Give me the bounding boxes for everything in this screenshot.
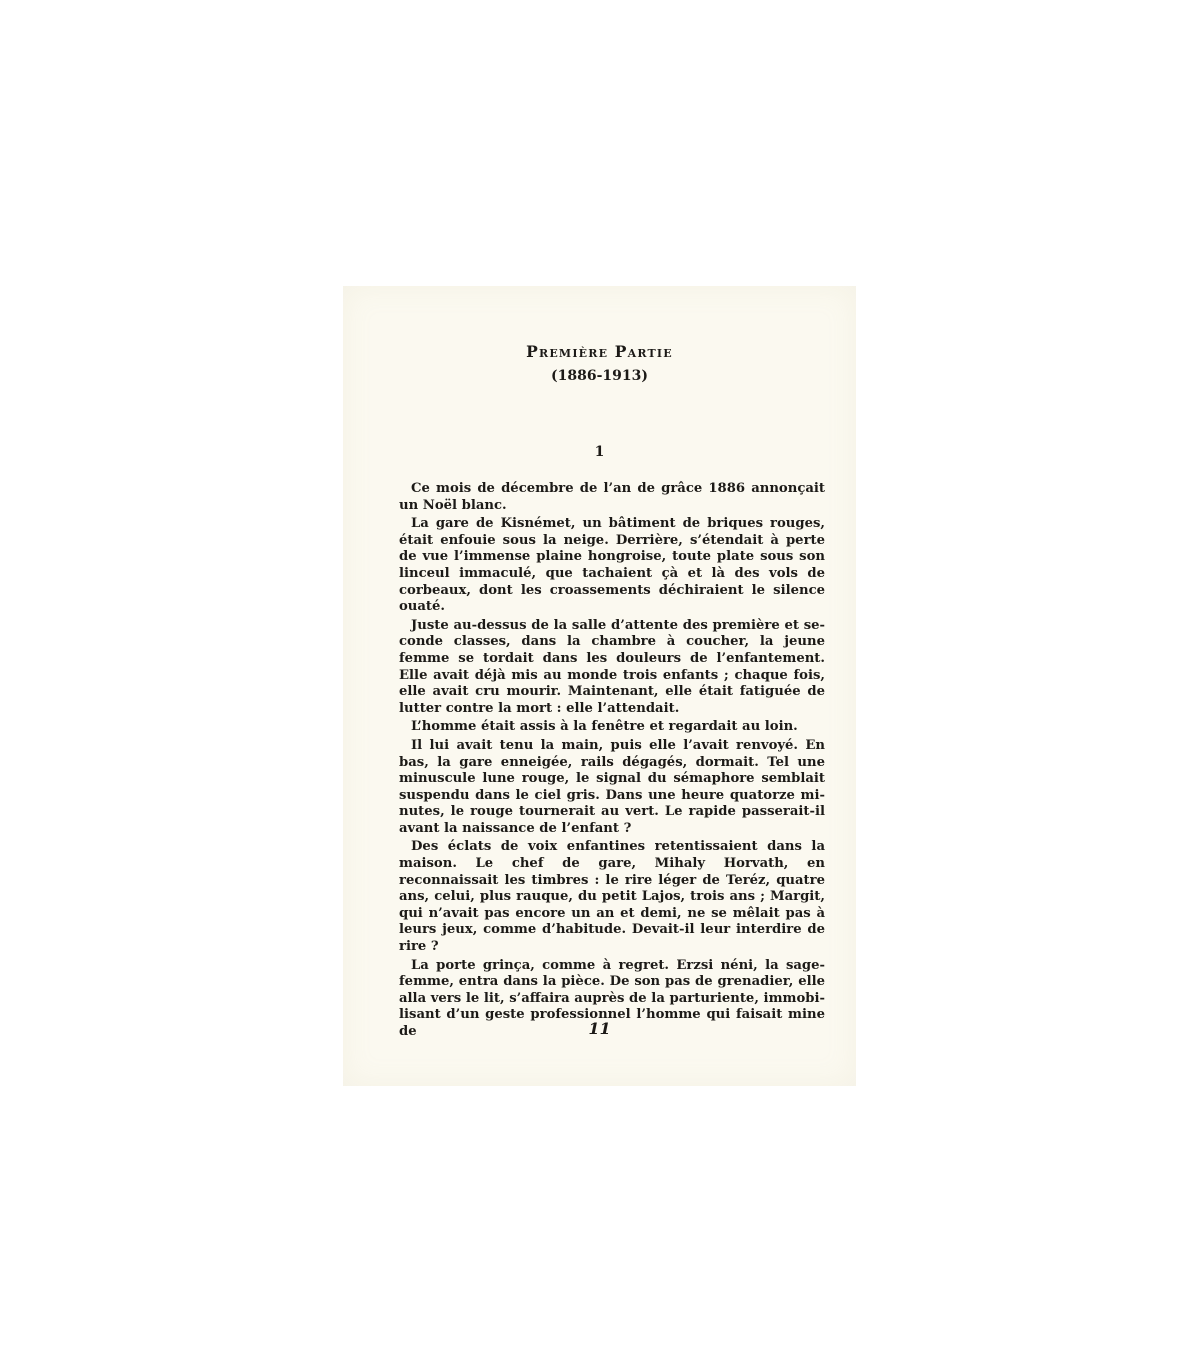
page-number: 11 xyxy=(588,1019,611,1038)
paragraph: Ce mois de décembre de l’an de grâce 1886 annonçait un Noël blanc. xyxy=(399,481,825,513)
paragraph: La porte grinça, comme à regret. Erzsi néni, la sage-femme, entra dans la pièce. De son pas de grenadier, elle alla vers le lit, s’affaira auprès de la parturiente, immobilisant d’un geste professionnel l’homme qui faisait mine de xyxy=(399,957,825,1039)
part-title: Première Partie xyxy=(526,342,673,361)
paragraph: Il lui avait tenu la main, puis elle l’avait renvoyé. En bas, la gare enneigée, rails dégagés, dormait. Tel une minuscule lune rouge, le signal du sémaphore semblait suspendu dans le ciel gris. Dans une heure quatorze minutes, le rouge tournerait au vert. Le rapide passerait-il avant la naissance de l’enfant ? xyxy=(399,737,825,836)
chapter-number: 1 xyxy=(594,444,605,460)
paragraph: Juste au-dessus de la salle d’attente des première et seconde classes, dans la chambre à coucher, la jeune femme se tordait dans les douleurs de l’enfantement. Elle avait déjà mis au monde trois enfants ; chaque fois, elle avait cru mourir. Maintenant, elle était fatiguée de lutter contre la mort : elle l’attendait. xyxy=(399,617,825,716)
chapter-body xyxy=(399,481,825,1043)
part-years: (1886-1913) xyxy=(551,368,648,384)
book-page xyxy=(343,286,856,1086)
paragraph: Des éclats de voix enfantines retentissaient dans la maison. Le chef de gare, Mihaly Horvath, en reconnaissait les timbres : le rire léger de Teréz, quatre ans, celui, plus rauque, du petit Lajos, trois ans ; Margit, qui n’avait pas encore un an et demi, ne se mêlait pas à leurs jeux, comme d’habitude. Devait-il leur interdire de rire ? xyxy=(399,839,825,955)
paragraph: La gare de Kisnémet, un bâtiment de briques rouges, était enfouie sous la neige. Derrière, s’étendait à perte de vue l’immense plaine hongroise, toute plate sous son linceul immaculé, que tachaient çà et là des vols de corbeaux, dont les croassements déchiraient le silence ouaté. xyxy=(399,516,825,615)
paragraph: L’homme était assis à la fenêtre et regardait au loin. xyxy=(411,719,798,735)
